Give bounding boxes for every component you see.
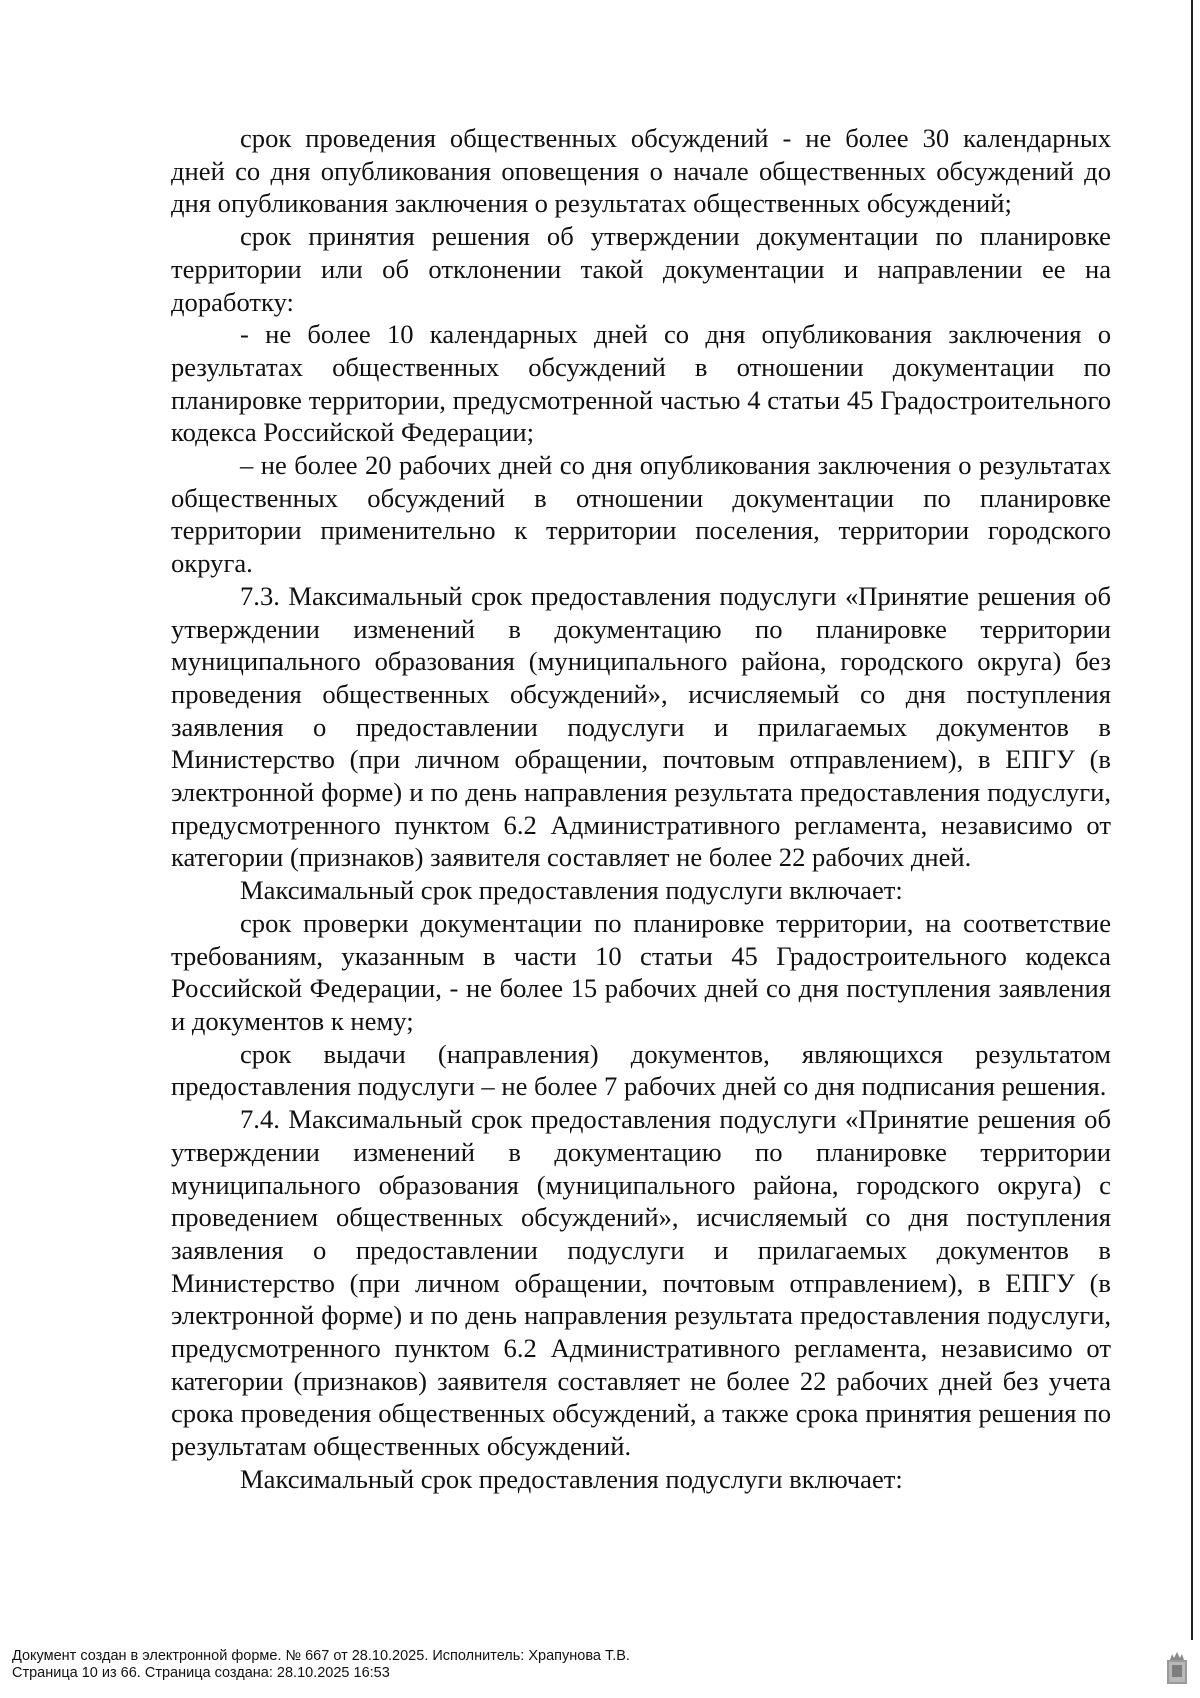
- paragraph-10-days-item: - не более 10 календарных дней со дня опубликования заключения о результатах общественных обсуждений в отношении документации по планировке территории, предусмотренной частью 4 статьи 45 Градостроительного кодекса Российской Федерации;: [171, 319, 1111, 448]
- paragraph-issue-term: срок выдачи (направления) документов, являющихся результатом предоставления подуслуги – не более 7 рабочих дней со дня подписания решения.: [171, 1038, 1111, 1102]
- emblem-icon: [1166, 1651, 1188, 1685]
- paragraph-public-discussion-term: срок проведения общественных обсуждений - не более 30 календарных дней со дня опубликования оповещения о начале общественных обсуждений до дня опубликования заключения о результатах общественных обсуждений;: [171, 123, 1111, 219]
- document-body: [171, 122, 1111, 1496]
- paragraph-7-4: 7.4. Максимальный срок предоставления подуслуги «Принятие решения об утверждении изменений в документацию по планировке территории муниципального образования (муниципального района, городского округа) с проведением общественных обсуждений», исчисляемый со дня поступления заявления о предоставлении подуслуги и прилагаемых документов в Министерство (при личном обращении, почтовым отправлением), в ЕПГУ (в электронной форме) и по день направления результата предоставления подуслуги, предусмотренного пунктом 6.2 Административного регламента, независимо от категории (признаков) заявителя составляет не более 22 рабочих дней без учета срока проведения общественных обсуждений, а также срока принятия решения по результатам общественных обсуждений.: [171, 1104, 1111, 1462]
- document-footer: [12, 1648, 630, 1682]
- paragraph-7-3: 7.3. Максимальный срок предоставления подуслуги «Принятие решения об утверждении изменений в документацию по планировке территории муниципального образования (муниципального района, городского округа) без проведения общественных обсуждений», исчисляемый со дня поступления заявления о предоставлении подуслуги и прилагаемых документов в Министерство (при личном обращении, почтовым отправлением), в ЕПГУ (в электронной форме) и по день направления результата предоставления подуслуги, предусмотренного пунктом 6.2 Административного регламента, независимо от категории (признаков) заявителя составляет не более 22 рабочих дней.: [171, 580, 1111, 873]
- page-edge-line: [1191, 0, 1193, 1640]
- footer-page-info: Страница 10 из 66. Страница создана: 28.10.2025 16:53: [12, 1665, 390, 1681]
- paragraph-check-term: срок проверки документации по планировке территории, на соответствие требованиям, указанным в части 10 статьи 45 Градостроительного кодекса Российской Федерации, - не более 15 рабочих дней со дня поступления заявления и документов к нему;: [171, 907, 1111, 1036]
- footer-doc-info: Документ создан в электронной форме. № 667 от 28.10.2025. Исполнитель: Храпунова Т.В.: [12, 1648, 630, 1664]
- paragraph-max-term-includes: Максимальный срок предоставления подуслуги включает:: [240, 875, 903, 906]
- paragraph-20-days-item: – не более 20 рабочих дней со дня опубликования заключения о результатах общественных обсуждений в отношении документации по планировке территории применительно к территории поселения, территории городского округа.: [171, 450, 1111, 579]
- paragraph-max-term-includes-2: Максимальный срок предоставления подуслуги включает:: [240, 1463, 903, 1494]
- paragraph-approval-decision-term: срок принятия решения об утверждении документации по планировке территории или об отклонении такой документации и направлении ее на доработку:: [171, 221, 1111, 317]
